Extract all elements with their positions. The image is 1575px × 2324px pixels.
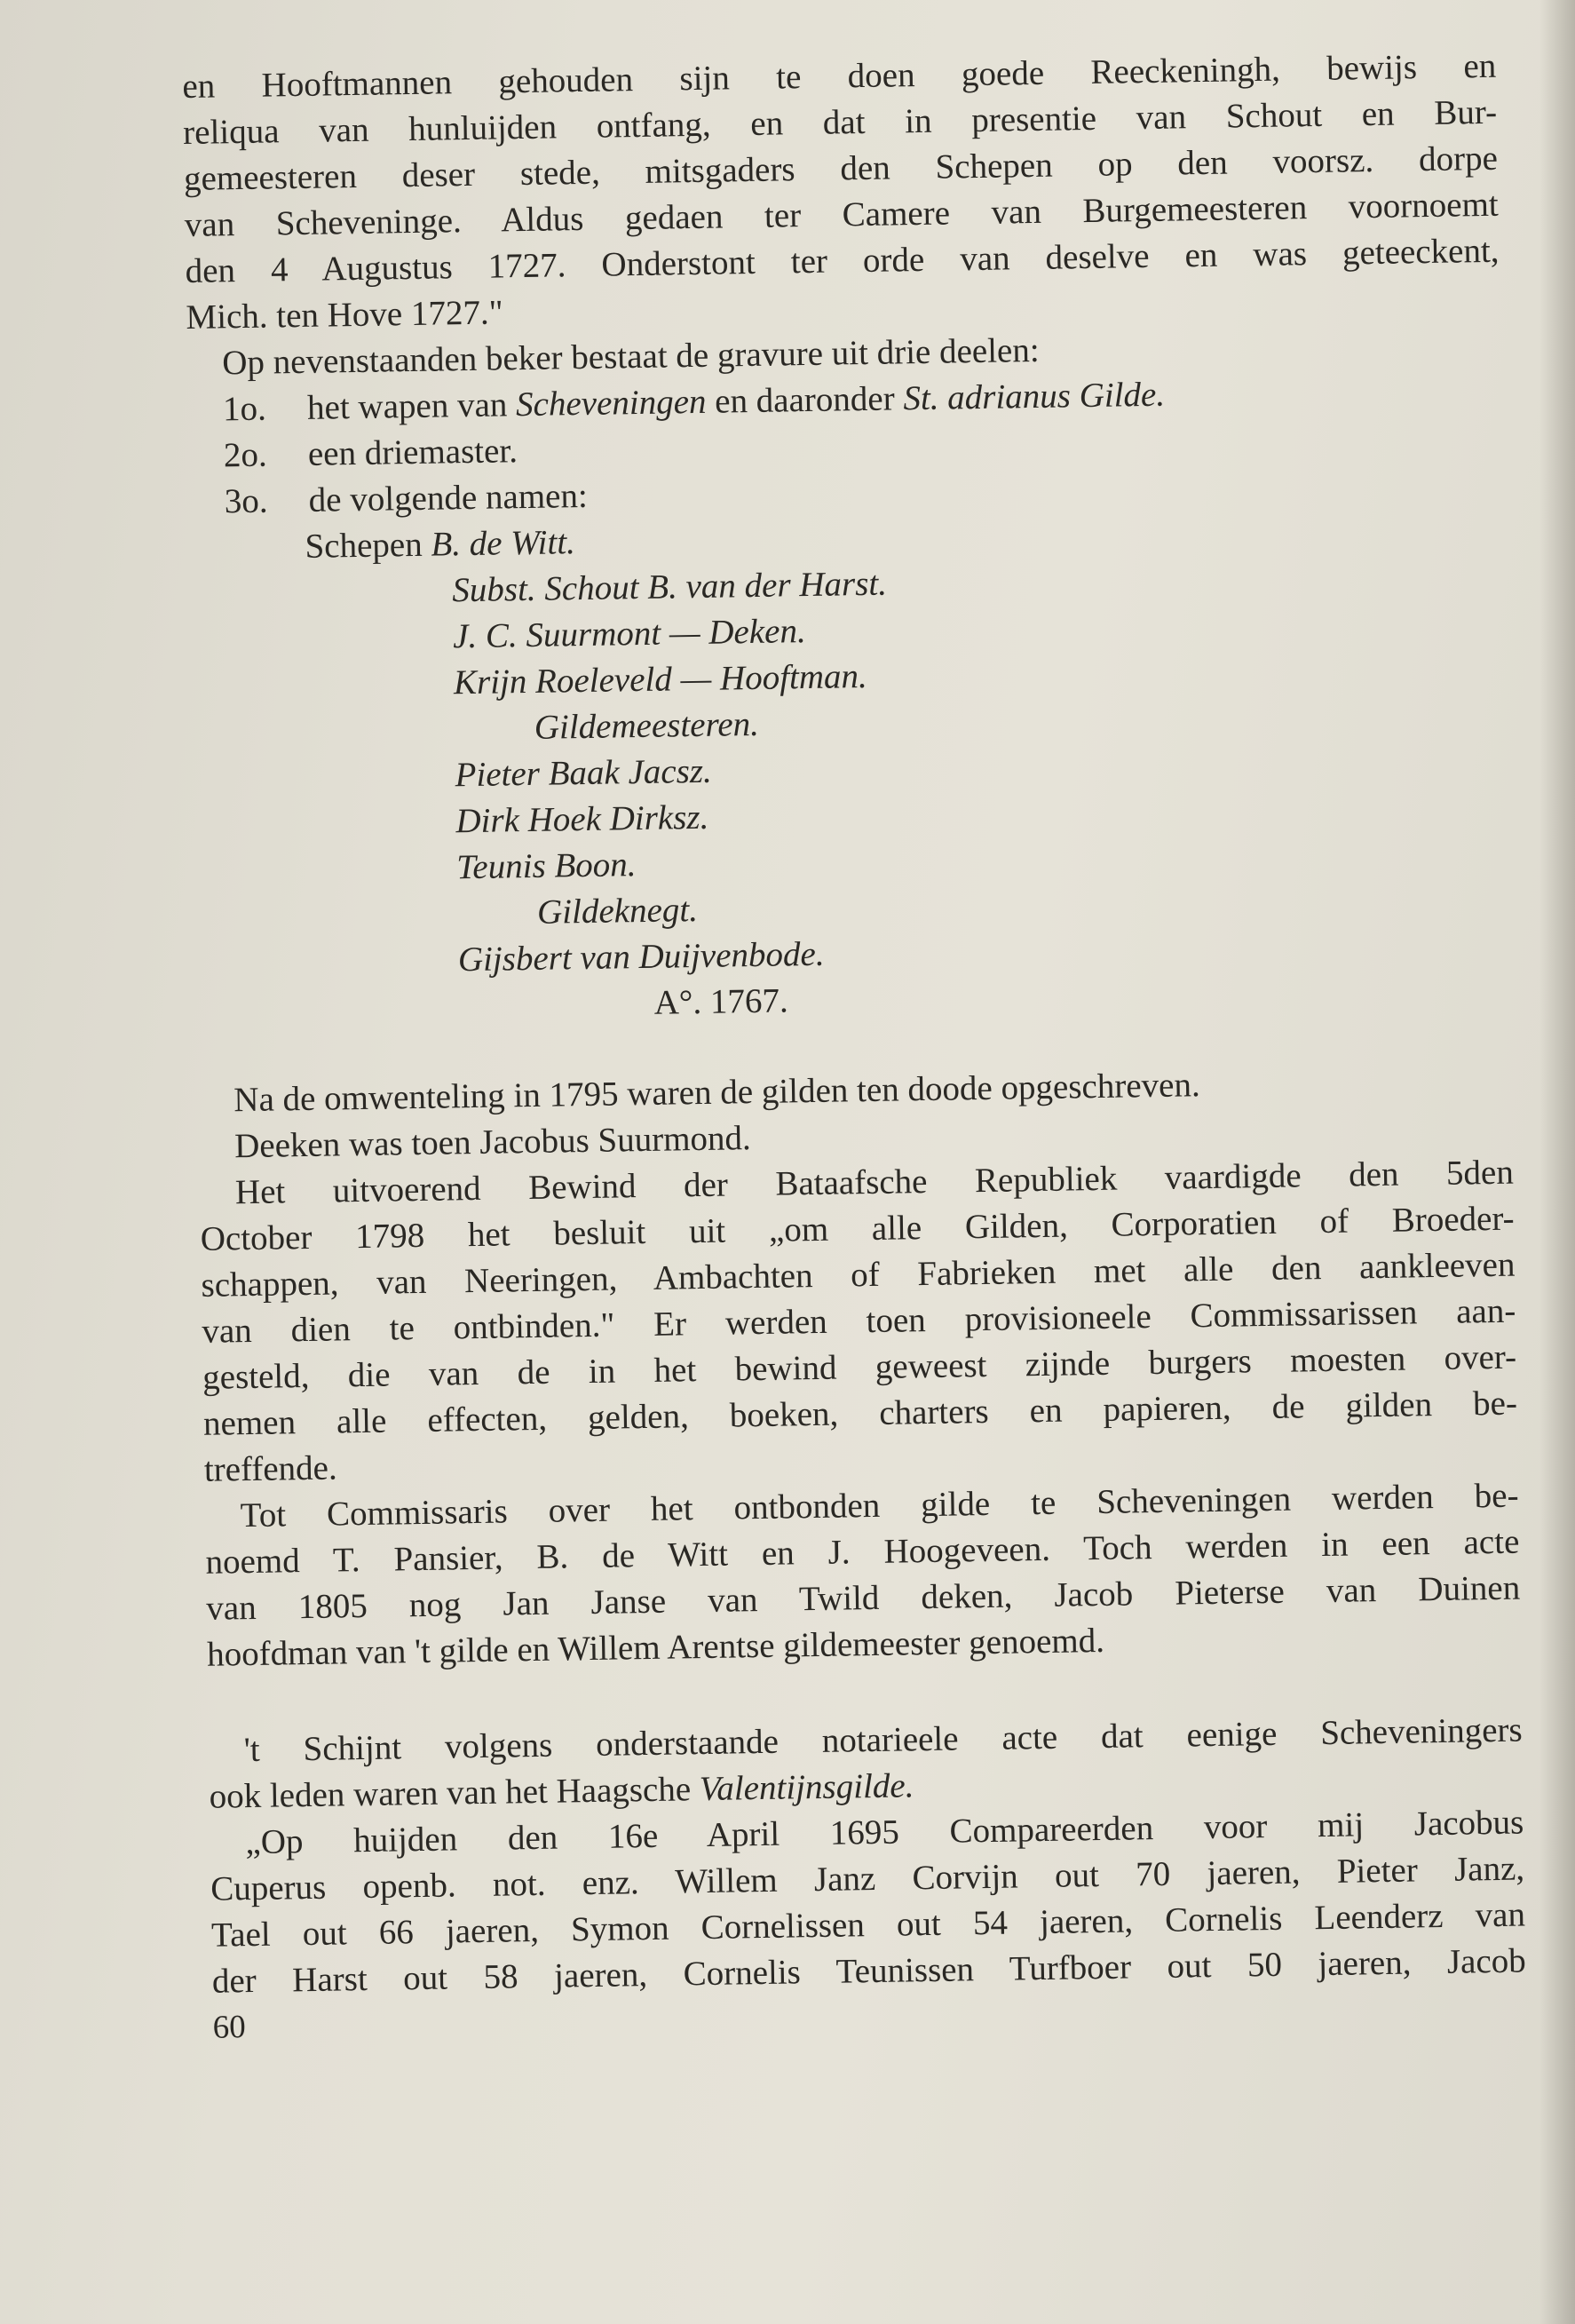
list-number: 1o. [222,389,267,429]
text-line: schappen, van Neeringen, Ambachten of Fabrieken met alle den aankleeven [201,1245,1516,1305]
text-line: van dien te ontbinden." Er werden toen provisioneele Commissarissen aan- [202,1291,1516,1351]
name-line: Dirk Hoek Dirksz. [455,797,709,841]
text-line: van Scheveninge. Aldus gedaen ter Camere van Burgemeesteren voornoemt [184,185,1500,244]
schepen-line: Schepen B. de Witt. [305,523,576,566]
text-line: gemeesteren deser stede, mitsgaders den Schepen op den voorsz. dorpe [183,139,1499,198]
list-item: 3o. de volgende namen: [188,459,1503,526]
text-line: Mich. ten Hove 1727." [186,293,503,337]
gildemeesteren-heading: Gildemeesteren. [534,704,760,747]
name-line: Subst. Schout B. van der Harst. [452,564,888,610]
text-line: nemen alle effecten, gelden, boeken, charters en papieren, de gilden be- [202,1384,1518,1443]
engraving-intro: Op nevenstaanden beker bestaat de gravure uit drie deelen: [221,330,1040,383]
text-line: van 1805 nog Jan Janse van Twild deken, Jacob Pieterse van Duinen [205,1568,1521,1628]
text-line: Deeken was toen Jacobus Suurmond. [233,1119,752,1166]
text-line: hoofdman van 't gilde en Willem Arentse gildemeester genoemd. [206,1621,1105,1674]
name-line: Krijn Roeleveld — Hooftman. [453,656,868,702]
name-line: Gijsbert van Duijvenbode. [457,934,825,980]
list-item: 2o. een driemaster. [188,413,1503,480]
name-line: J. C. Suurmont — Deken. [452,612,806,656]
name-line: Teunis Boon. [455,845,637,887]
text-line: October 1798 het besluit uit „om alle Gilden, Corporatien of Broeder- [200,1199,1515,1258]
text-line: gesteld, die van de in het bewind geweest zijnde burgers moesten over- [202,1337,1517,1397]
page-text [182,44,1527,2051]
page-number: 60 [212,2009,247,2046]
text-line: treffende. [203,1448,337,1489]
text-line: Het uitvoerend Bewind der Bataafsche Republiek vaardigde den 5den [234,1153,1515,1212]
text-line: Na de omwenteling in 1795 waren de gilden ten doode opgeschreven. [233,1066,1200,1120]
text-line: Tael out 66 jaeren, Symon Cornelissen out 54 jaeren, Cornelis Leenderz van [210,1895,1526,1955]
list-number: 2o. [223,435,268,475]
text-line: der Harst out 58 jaeren, Cornelis Teunissen Turfboer out 50 jaeren, Jacob [211,1941,1527,2001]
text-line: ook leden waren van het Haagsche Valentijnsgilde. [209,1766,914,1816]
page-edge-shadow [1539,0,1575,2324]
text-line: Cuperus openb. not. enz. Willem Janz Corvijn out 70 jaeren, Pieter Janz, [210,1849,1525,1908]
gildeknegt-heading: Gildeknegt. [536,890,699,932]
list-number: 3o. [224,481,268,521]
name-line: Pieter Baak Jacsz. [455,751,713,795]
text-line: 't Schijnt volgens onderstaande notarieele acte dat eenige Scheveningers [243,1710,1523,1770]
text-line: noemd T. Pansier, B. de Witt en J. Hoogeveen. Toch werden in een acte [205,1522,1520,1582]
text-line: Tot Commissaris over het ontbonden gilde te Scheveningen werden be- [240,1476,1519,1535]
list-item: 1o. het wapen van Scheveningen en daaronder St. adrianus Gilde. [187,367,1502,433]
anno-line: A°. 1767. [653,981,789,1022]
text-line: den 4 Augustus 1727. Onderstont ter orde van deselve en was geteeckent, [185,231,1500,290]
text-line: en Hooftmannen gehouden sijn te doen goede Reeckeningh, bewijs en [182,46,1497,106]
text-line: reliqua van hunluijden ontfang, en dat in presentie van Schout en Bur- [182,92,1498,152]
text-line: „Op huijden den 16e April 1695 Compareerden voor mij Jacobus [245,1803,1524,1862]
